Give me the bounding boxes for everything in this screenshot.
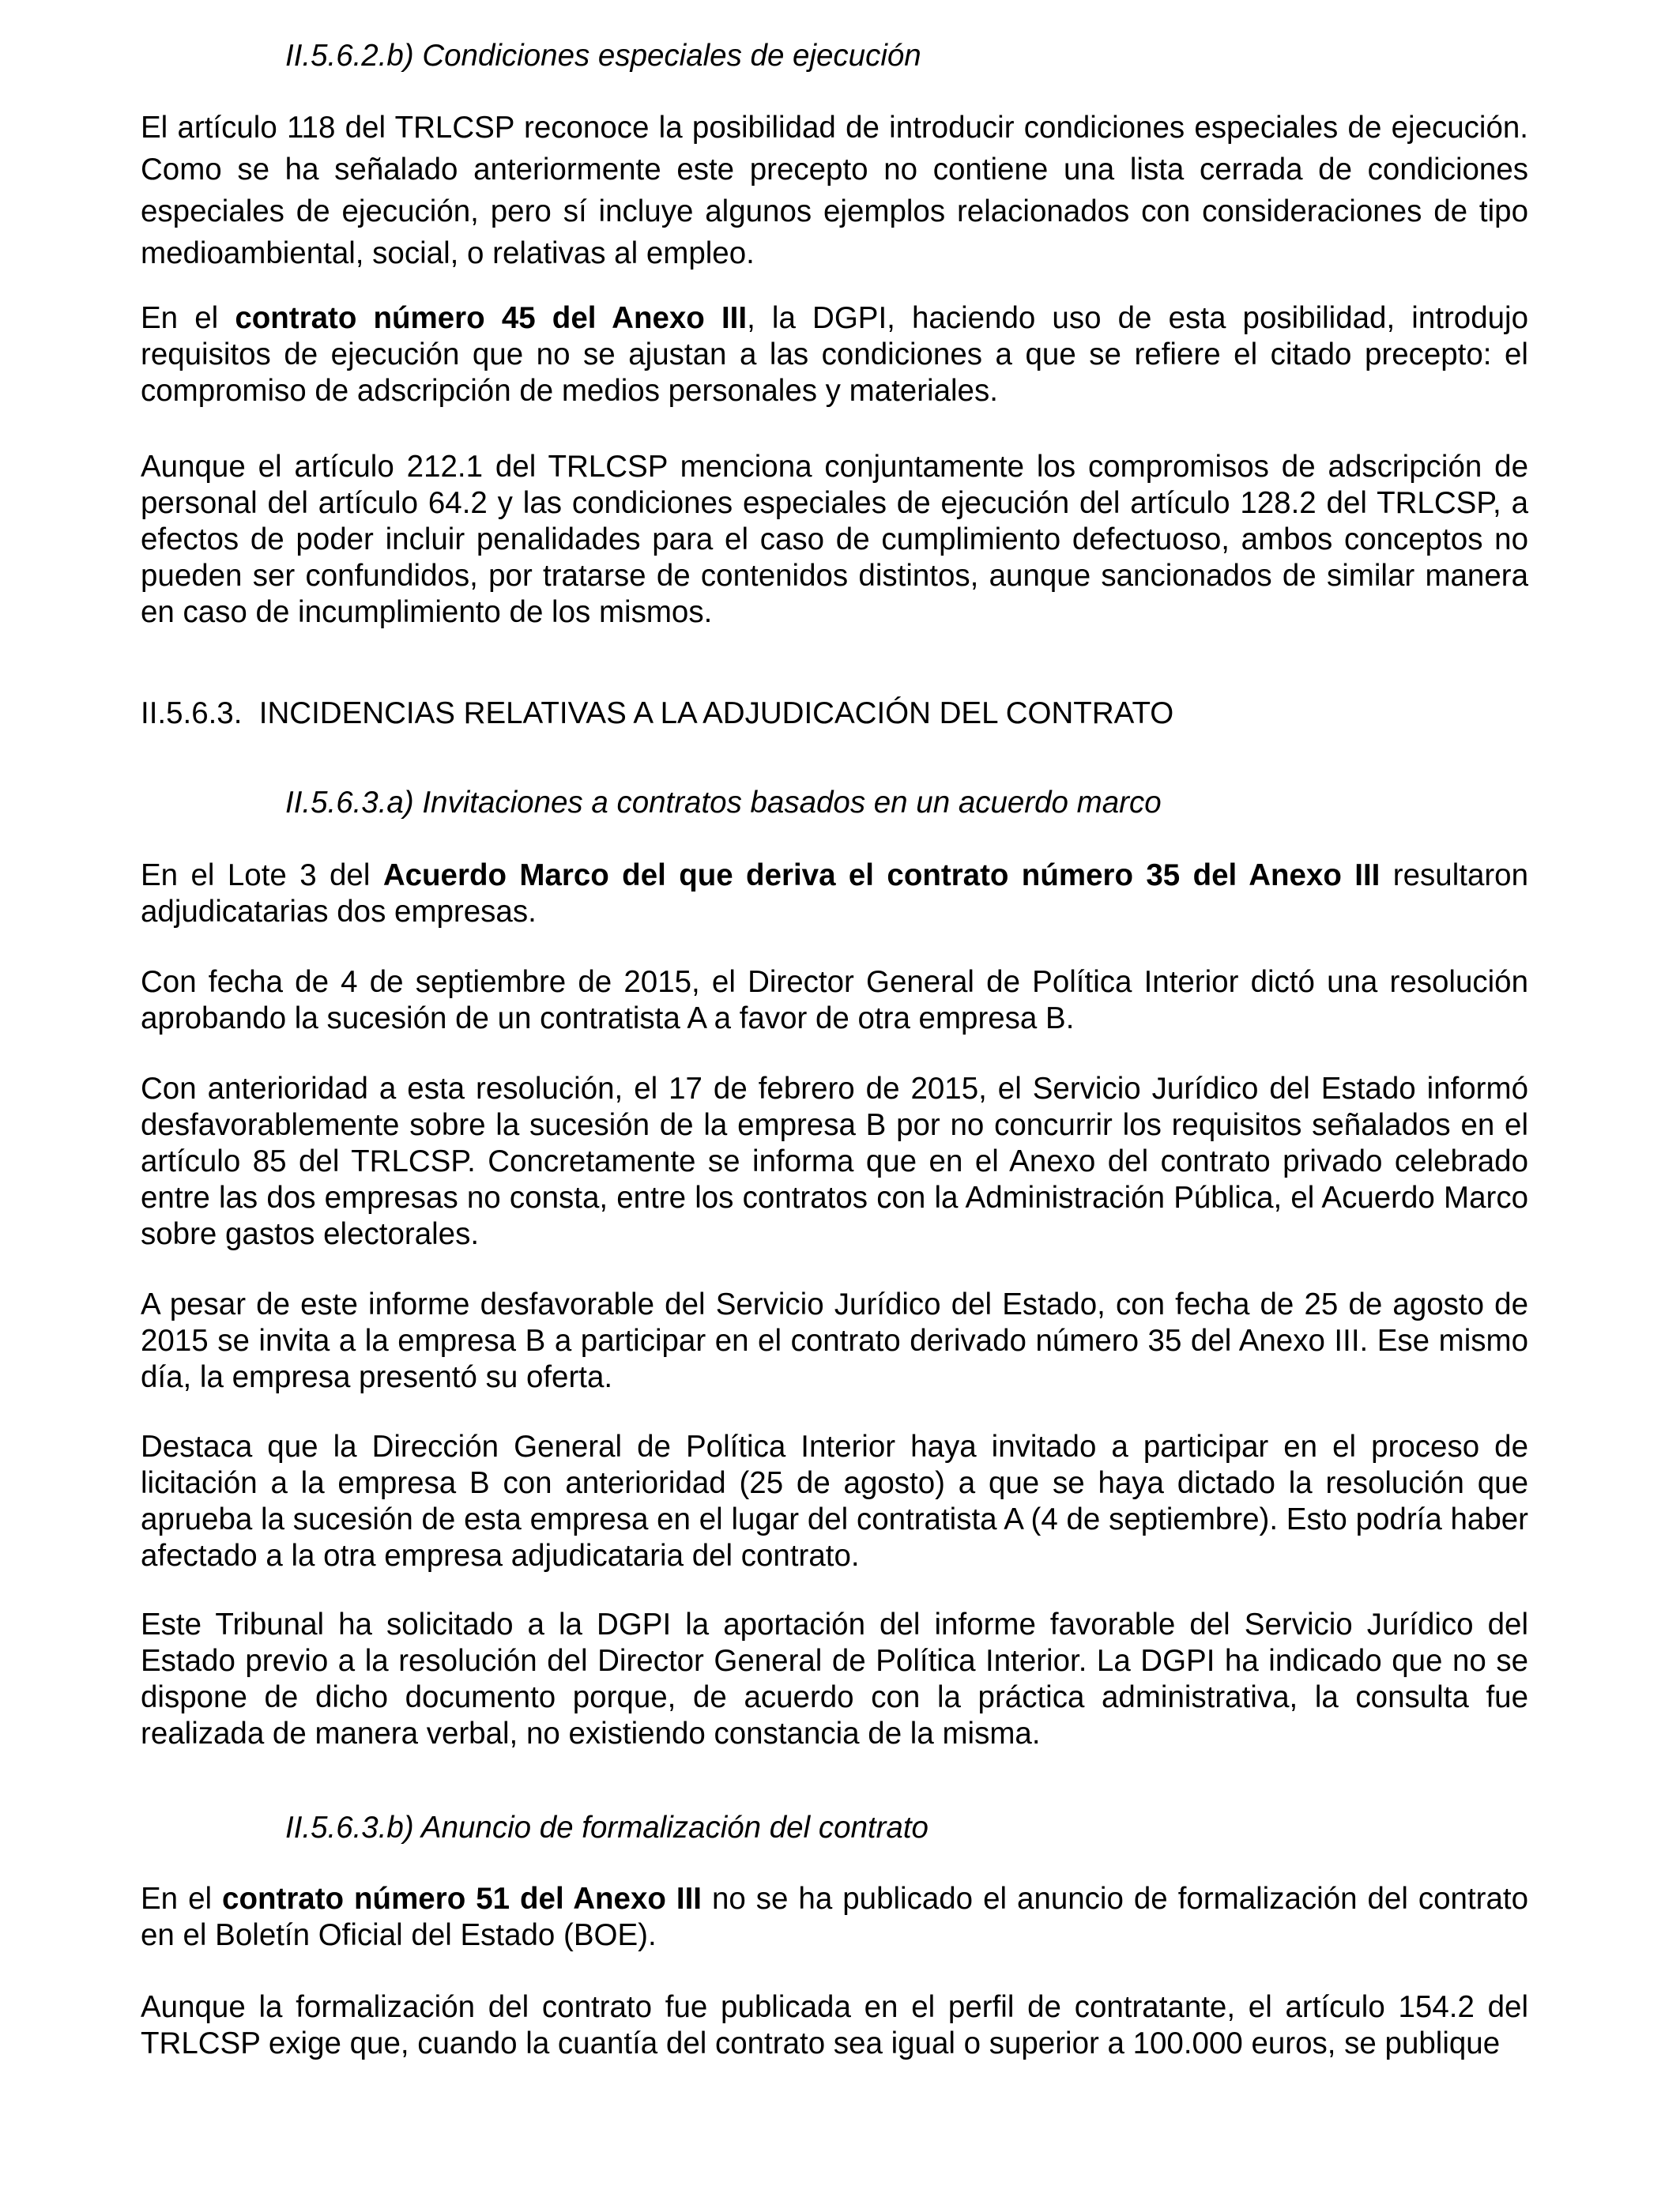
- paragraph-formalizacion-perfil: Aunque la formalización del contrato fue publicada en el perfil de contratante, el artículo 154.2 del TRLCSP exige que, cuando la cuantía del contrato sea igual o superior a 100.000 euros, se publique: [141, 1990, 1528, 2060]
- paragraph-fecha-septiembre: Con fecha de 4 de septiembre de 2015, el Director General de Política Interior dictó una resolución aprobando la sucesión de un contratista A a favor de otra empresa B.: [141, 965, 1528, 1035]
- paragraph-lote-3-post: resultaron adjudicatarias dos empresas.: [141, 858, 1528, 929]
- paragraph-contrato-51: [141, 1881, 1528, 1954]
- paragraph-contrato-51-post: no se ha publicado el anuncio de formalización del contrato en el Boletín Oficial del Estado (BOE).: [141, 1882, 1528, 1952]
- paragraph-anterioridad: Con anterioridad a esta resolución, el 17 de febrero de 2015, el Servicio Jurídico del Estado informó desfavorablemente sobre la sucesión de la empresa B por no concurrir los requisitos señalados en el artículo 85 del TRLCSP. Concretamente se informa que en el Anexo del contrato privado celebrado entre las dos empresas no consta, entre los contratos con la Administración Pública, el Acuerdo Marco sobre gastos electorales.: [141, 1072, 1528, 1251]
- paragraph-destaca: Destaca que la Dirección General de Política Interior haya invitado a participar en el proceso de licitación a la empresa B con anterioridad (25 de agosto) a que se haya dictado la resolución que aprueba la sucesión de esta empresa en el lugar del contratista A (4 de septiembre). Esto podría haber afectado a la otra empresa adjudicataria del contrato.: [141, 1430, 1528, 1573]
- paragraph-articulo-212: Aunque el artículo 212.1 del TRLCSP menciona conjuntamente los compromisos de adscripción de personal del artículo 64.2 y las condiciones especiales de ejecución del artículo 128.2 del TRLCSP, a efectos de poder incluir penalidades para el caso de cumplimiento defectuoso, ambos conceptos no pueden ser confundidos, por tratarse de contenidos distintos, aunque sancionados de similar manera en caso de incumplimiento de los mismos.: [141, 450, 1528, 629]
- paragraph-contrato-45-pre: En el: [141, 301, 235, 335]
- subheading-condiciones-especiales: II.5.6.2.b) Condiciones especiales de ejecución: [285, 39, 921, 73]
- paragraph-lote-3-pre: En el Lote 3 del: [141, 858, 383, 892]
- paragraph-articulo-118: El artículo 118 del TRLCSP reconoce la posibilidad de introducir condiciones especiales de ejecución. Como se ha señalado anteriormente este precepto no contiene una lista cerrada de condiciones especiales de ejecución, pero sí incluye algunos ejemplos relacionados con consideraciones de tipo medioambiental, social, o relativas al empleo.: [141, 111, 1528, 270]
- paragraph-contrato-45: [141, 300, 1528, 409]
- paragraph-este-tribunal: Este Tribunal ha solicitado a la DGPI la aportación del informe favorable del Servicio Jurídico del Estado previo a la resolución del Director General de Política Interior. La DGPI ha indicado que no se dispone de dicho documento porque, de acuerdo con la práctica administrativa, la consulta fue realizada de manera verbal, no existiendo constancia de la misma.: [141, 1608, 1528, 1751]
- paragraph-lote-3: [141, 858, 1528, 930]
- paragraph-contrato-51-pre: En el: [141, 1882, 223, 1916]
- subheading-invitaciones: II.5.6.3.a) Invitaciones a contratos basados en un acuerdo marco: [285, 786, 1162, 820]
- section-heading-incidencias: II.5.6.3. INCIDENCIAS RELATIVAS A LA ADJUDICACIÓN DEL CONTRATO: [141, 696, 1174, 730]
- paragraph-contrato-45-post: , la DGPI, haciendo uso de esta posibilidad, introdujo requisitos de ejecución que no se ajustan a las condiciones a que se refiere el citado precepto: el compromiso de adscripción de medios personales y materiales.: [141, 301, 1528, 408]
- paragraph-contrato-45-bold: contrato número 45 del Anexo III: [235, 301, 748, 335]
- subheading-anuncio-formalizacion: II.5.6.3.b) Anuncio de formalización del contrato: [285, 1811, 929, 1845]
- paragraph-contrato-51-bold: contrato número 51 del Anexo III: [222, 1882, 702, 1916]
- paragraph-lote-3-bold: Acuerdo Marco del que deriva el contrato número 35 del Anexo III: [382, 858, 1381, 892]
- paragraph-a-pesar: A pesar de este informe desfavorable del Servicio Jurídico del Estado, con fecha de 25 de agosto de 2015 se invita a la empresa B a participar en el contrato derivado número 35 del Anexo III. Ese mismo día, la empresa presentó su oferta.: [141, 1287, 1528, 1394]
